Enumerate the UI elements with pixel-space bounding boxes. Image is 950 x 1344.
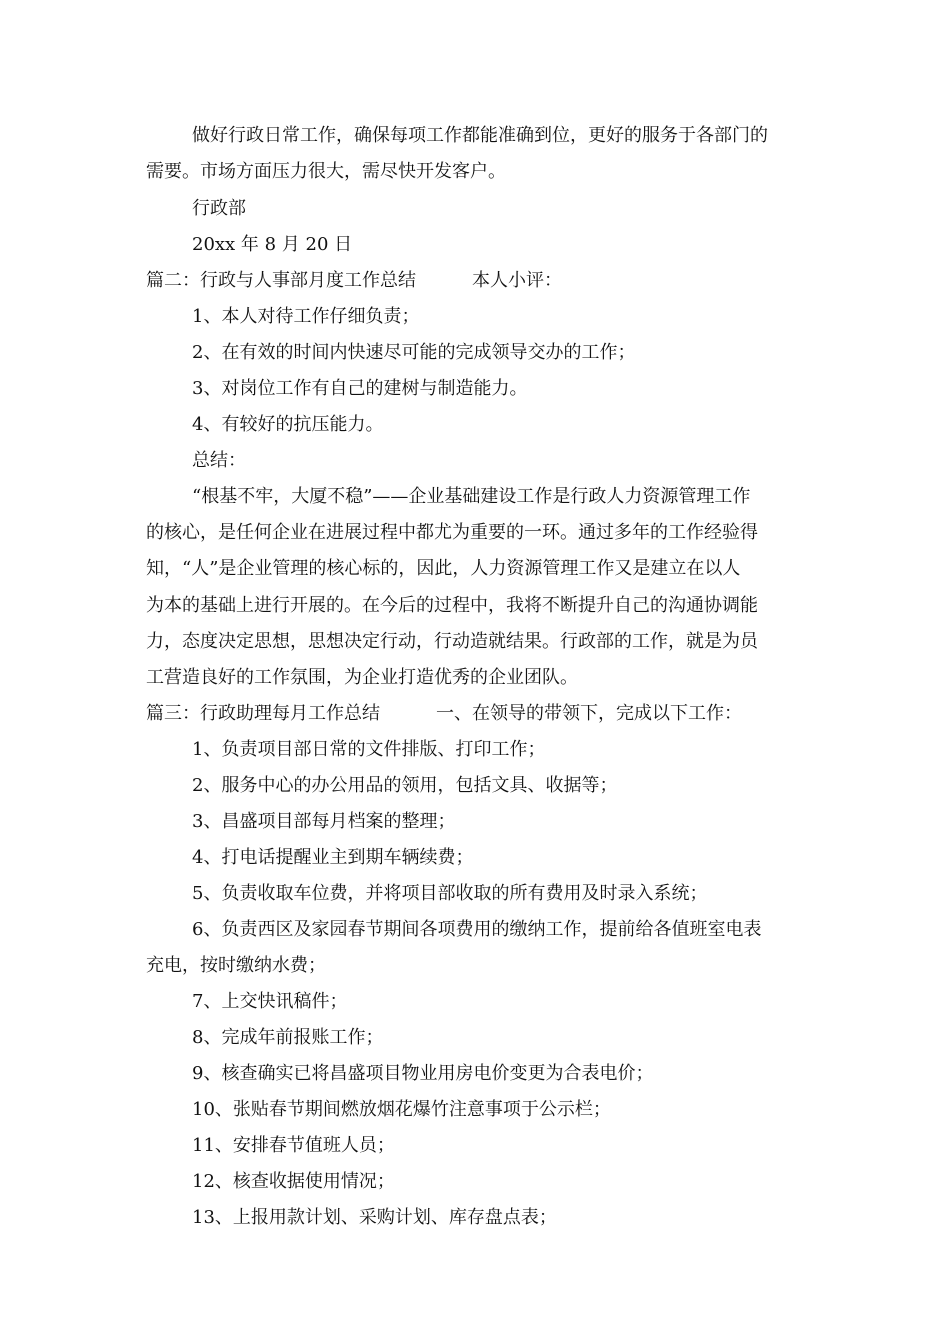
list-item: 12、核查收据使用情况； (192, 1171, 395, 1192)
paragraph-line: 知，“人”是企业管理的核心标的，因此，人力资源管理工作又是建立在以人 (146, 558, 741, 579)
list-item: 8、完成年前报账工作； (192, 1027, 384, 1048)
summary-label: 总结： (192, 450, 246, 471)
paragraph-line: “根基不牢，大厦不稳”——企业基础建设工作是行政人力资源管理工作 (192, 486, 751, 507)
paragraph-line: 的核心，是任何企业在进展过程中都尤为重要的一环。通过多年的工作经验得 (146, 522, 758, 543)
list-item-continuation: 充电，按时缴纳水费； (146, 955, 326, 976)
list-item: 4、有较好的抗压能力。 (192, 414, 384, 435)
paragraph-line: 做好行政日常工作，确保每项工作都能准确到位，更好的服务于各部门的 (192, 125, 768, 146)
section-subtitle: 本人小评： (472, 270, 562, 291)
list-item: 13、上报用款计划、采购计划、库存盘点表； (192, 1207, 557, 1228)
section-heading-3 (146, 702, 742, 726)
list-item: 10、张贴春节期间燃放烟花爆竹注意事项于公示栏； (192, 1099, 611, 1120)
list-item: 2、服务中心的办公用品的领用，包括文具、收据等； (192, 775, 618, 796)
list-item: 5、负责收取车位费，并将项目部收取的所有费用及时录入系统； (192, 883, 708, 904)
list-item: 9、核查确实已将昌盛项目物业用房电价变更为合表电价； (192, 1063, 654, 1084)
paragraph-line: 工营造良好的工作氛围，为企业打造优秀的企业团队。 (146, 667, 578, 688)
list-item: 6、负责西区及家园春节期间各项费用的缴纳工作，提前给各值班室电表 (192, 919, 762, 940)
section-heading-2 (146, 269, 562, 293)
paragraph-line: 为本的基础上进行开展的。在今后的过程中，我将不断提升自己的沟通协调能 (146, 595, 758, 616)
list-item: 1、本人对待工作仔细负责； (192, 306, 420, 327)
signature-department: 行政部 (192, 198, 246, 219)
section-subtitle: 一、在领导的带领下，完成以下工作： (436, 703, 742, 724)
list-item: 2、在有效的时间内快速尽可能的完成领导交办的工作； (192, 342, 636, 363)
section-title: 篇二：行政与人事部月度工作总结 (146, 270, 416, 291)
list-item: 11、安排春节值班人员； (192, 1135, 395, 1156)
paragraph-line: 需要。市场方面压力很大，需尽快开发客户。 (146, 161, 506, 182)
list-item: 4、打电话提醒业主到期车辆续费； (192, 847, 474, 868)
paragraph-line: 力，态度决定思想，思想决定行动，行动造就结果。行政部的工作，就是为员 (146, 631, 758, 652)
list-item: 3、对岗位工作有自己的建树与制造能力。 (192, 378, 528, 399)
list-item: 7、上交快讯稿件； (192, 991, 348, 1012)
section-title: 篇三：行政助理每月工作总结 (146, 703, 380, 724)
list-item: 1、负责项目部日常的文件排版、打印工作； (192, 739, 546, 760)
list-item: 3、昌盛项目部每月档案的整理； (192, 811, 456, 832)
signature-date: 20xx 年 8 月 20 日 (192, 234, 353, 255)
